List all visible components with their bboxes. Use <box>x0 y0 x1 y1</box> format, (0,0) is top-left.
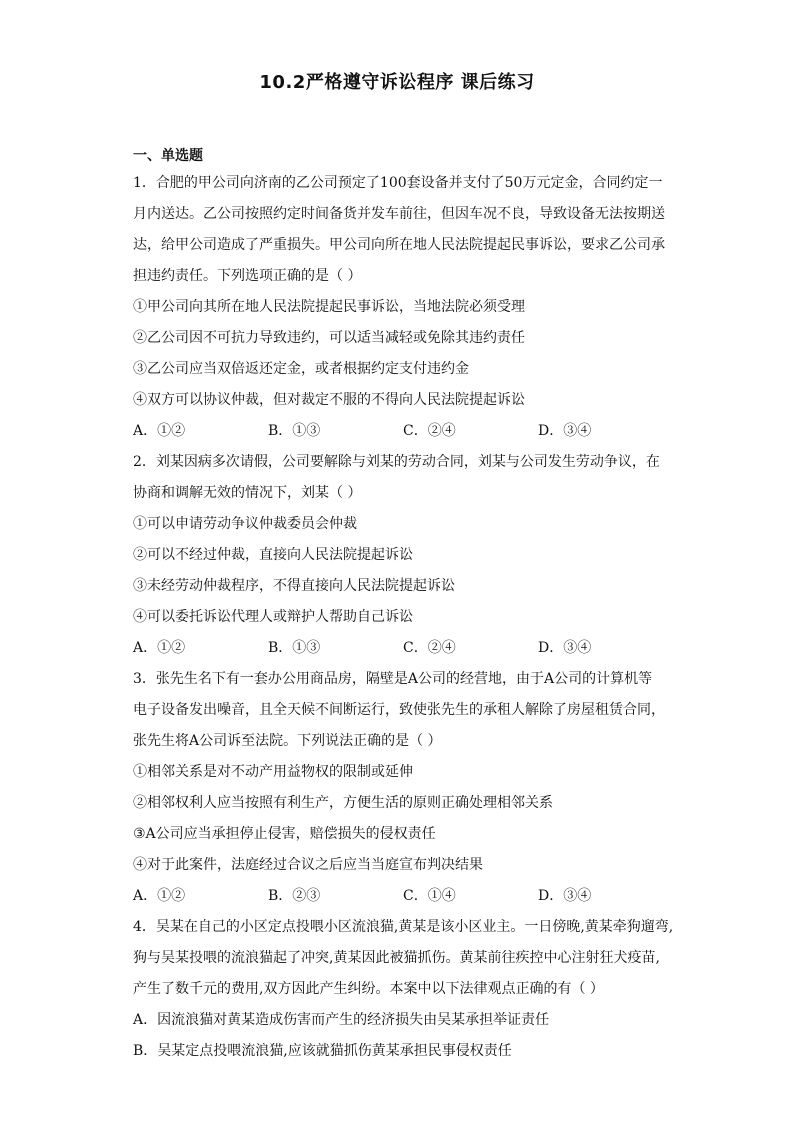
option-a: A．①② <box>133 640 186 656</box>
document-title: 10.2严格遵守诉讼程序 课后练习 <box>259 72 535 93</box>
question-text-line: 电子设备发出噪音，且全天候不间断运行，致使张先生的承租人解除了房屋租赁合同， <box>133 702 665 718</box>
option-c: C．①④ <box>403 888 456 904</box>
statement: ①甲公司向其所在地人民法院提起民事诉讼，当地法院必须受理 <box>133 299 525 315</box>
statement: ①相邻关系是对不动产用益物权的限制或延伸 <box>133 764 413 780</box>
option-b: B．②③ <box>268 888 321 904</box>
section-heading: 一、单选题 <box>133 148 203 164</box>
statement: ④可以委托诉讼代理人或辩护人帮助自己诉讼 <box>133 609 413 625</box>
question-4 <box>133 912 673 1067</box>
option-d: D．③④ <box>538 640 592 656</box>
statement: ①可以申请劳动争议仲裁委员会仲裁 <box>133 516 357 532</box>
question-text-line: 张先生将A公司诉至法院。下列说法正确的是（ ） <box>133 733 442 749</box>
question-1 <box>133 168 673 447</box>
option-b: B．①③ <box>268 423 321 439</box>
choice-b: B．吴某定点投喂流浪猫,应该就猫抓伤黄某承担民事侵权责任 <box>133 1043 512 1059</box>
option-c: C．②④ <box>403 640 456 656</box>
option-b: B．①③ <box>268 640 321 656</box>
question-text-line: 1．合肥的甲公司向济南的乙公司预定了100套设备并支付了50万元定金，合同约定一 <box>133 175 663 191</box>
question-2 <box>133 447 673 664</box>
answer-options <box>133 633 673 664</box>
statement: ③乙公司应当双倍返还定金，或者根据约定支付违约金 <box>133 361 469 377</box>
question-text-line: 月内送达。乙公司按照约定时间备货并发车前往，但因车况不良，导致设备无法按期送 <box>133 206 665 222</box>
statement: ②相邻权利人应当按照有利生产，方便生活的原则正确处理相邻关系 <box>133 795 553 811</box>
statement: ④双方可以协议仲裁，但对裁定不服的不得向人民法院提起诉讼 <box>133 392 525 408</box>
statement: ③未经劳动仲裁程序，不得直接向人民法院提起诉讼 <box>133 578 455 594</box>
statement: ②可以不经过仲裁，直接向人民法院提起诉讼 <box>133 547 413 563</box>
option-a: A．①② <box>133 423 186 439</box>
answer-options <box>133 416 673 447</box>
question-3 <box>133 664 673 912</box>
answer-options <box>133 881 673 912</box>
question-list <box>133 168 673 1067</box>
question-text-line: 狗与吴某投喂的流浪猫起了冲突,黄某因此被猫抓伤。黄某前往疾控中心注射狂犬疫苗, <box>133 950 660 966</box>
question-text-line: 2．刘某因病多次请假，公司要解除与刘某的劳动合同，刘某与公司发生劳动争议，在 <box>133 454 660 470</box>
option-d: D．③④ <box>538 423 592 439</box>
option-d: D．③④ <box>538 888 592 904</box>
question-text-line: 4．吴某在自己的小区定点投喂小区流浪猫,黄某是该小区业主。一日傍晚,黄某牵狗遛弯, <box>133 919 674 935</box>
statement: ②乙公司因不可抗力导致违约，可以适当减轻或免除其违约责任 <box>133 330 525 346</box>
question-text-line: 达，给甲公司造成了严重损失。甲公司向所在地人民法院提起民事诉讼，要求乙公司承 <box>133 237 665 253</box>
choice-a: A．因流浪猫对黄某造成伤害而产生的经济损失由吴某承担举证责任 <box>133 1012 550 1028</box>
option-a: A．①② <box>133 888 186 904</box>
question-text-line: 担违约责任。下列选项正确的是（ ） <box>133 268 362 284</box>
statement: ④对于此案件，法庭经过合议之后应当当庭宣布判决结果 <box>133 857 483 873</box>
statement: ③A公司应当承担停止侵害，赔偿损失的侵权责任 <box>133 826 436 842</box>
question-text-line: 3．张先生名下有一套办公用商品房，隔壁是A公司的经营地，由于A公司的计算机等 <box>133 671 653 687</box>
option-c: C．②④ <box>403 423 456 439</box>
question-text-line: 产生了数千元的费用,双方因此产生纠纷。本案中以下法律观点正确的有（ ） <box>133 981 604 997</box>
question-text-line: 协商和调解无效的情况下，刘某（ ） <box>133 485 362 501</box>
